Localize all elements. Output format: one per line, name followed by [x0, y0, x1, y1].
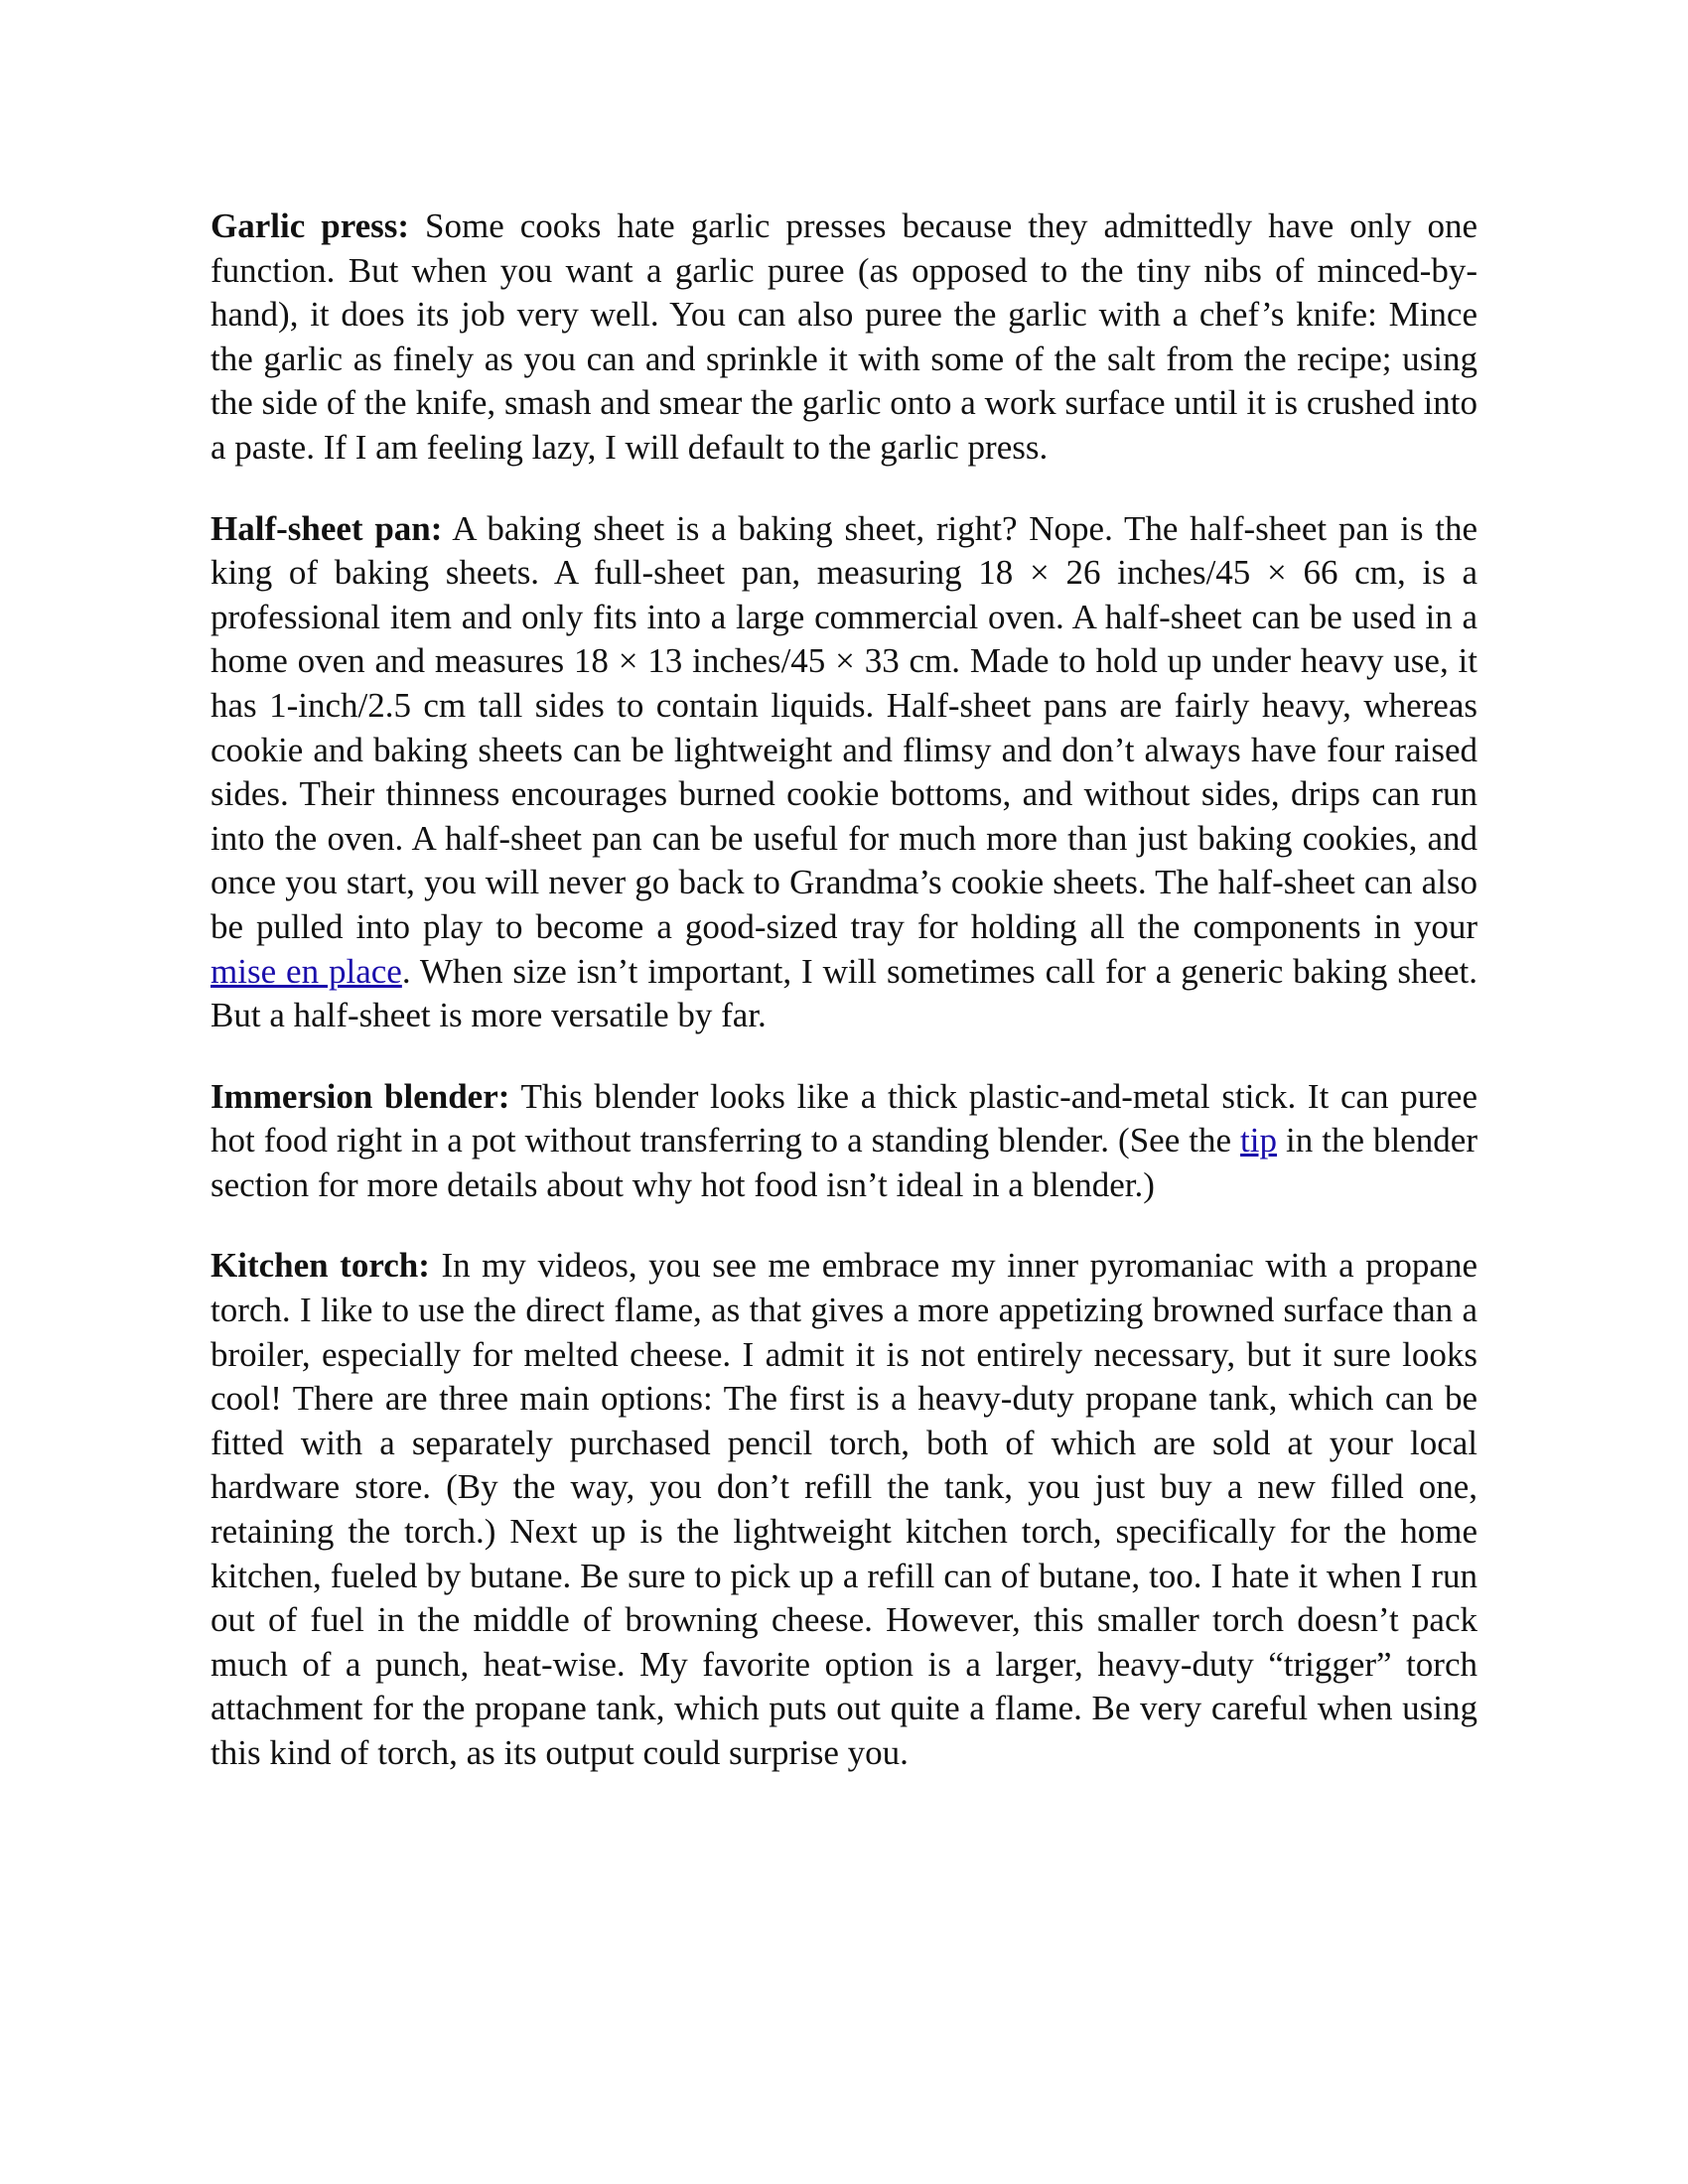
entry-body: This blender looks like a thick plastic-and-metal stick. It can puree hot food right in a pot without transferring to a standing blender. (See the — [211, 1076, 1477, 1160]
entry-term: Immersion blender: — [211, 1076, 510, 1116]
entry-body-continued: . When size isn’t important, I will sometimes call for a generic baking sheet. But a half-sheet is more versatile by far. — [211, 951, 1478, 1035]
tip-link[interactable]: tip — [1240, 1121, 1277, 1160]
entry-garlic-press — [211, 205, 1477, 471]
entry-body: A baking sheet is a baking sheet, right? Nope. The half-sheet pan is the king of baking sheets. A full-sheet pan, measuring 18 × 26 inches/45 × 66 cm, is a professional item and only fits into a large commercial oven. A half-sheet can be used in a home oven and measures 18 × 13 inches/45 × 33 cm. Made to hold up under heavy use, it has 1-inch/2.5 cm tall sides to contain liquids. Half-sheet pans are fairly heavy, whereas cookie and baking sheets can be lightweight and flimsy and don’t always have four raised sides. Their thinness encourages burned cookie bottoms, and without sides, drips can run into the oven. A half-sheet pan can be useful for much more than just baking cookies, and once you start, you will never go back to Grandma’s cookie sheets. The half-sheet can also be pulled into play to become a good-sized tray for holding all the components in your — [211, 508, 1478, 946]
entry-body-continued: in the blender section for more details about why hot food isn’t ideal in a blender.) — [211, 1121, 1477, 1204]
entry-body: In my videos, you see me embrace my inner pyromaniac with a propane torch. I like to use the direct flame, as that gives a more appetizing browned surface than a broiler, especially for melted cheese. I admit it is not entirely necessary, but it sure looks cool! There are three main options: The first is a heavy-duty propane tank, which can be fitted with a separately purchased pencil torch, both of which are sold at your local hardware store. (By the way, you don’t refill the tank, you just buy a new filled one, retaining the torch.) Next up is the lightweight kitchen torch, specifically for the home kitchen, fueled by butane. Be sure to pick up a refill can of butane, too. I hate it when I run out of fuel in the middle of browning cheese. However, this smaller torch doesn’t pack much of a punch, heat-wise. My favorite option is a larger, heavy-duty “trigger” torch attachment for the propane tank, which puts out quite a flame. Be very careful when using this kind of torch, as its output could surprise you. — [211, 1246, 1477, 1772]
entry-term: Garlic press: — [211, 206, 410, 245]
entry-term: Kitchen torch: — [211, 1246, 430, 1286]
entry-body: Some cooks hate garlic presses because they admittedly have only one function. But when you want a garlic puree (as opposed to the tiny nibs of minced-by-hand), it does its job very well. You can also puree the garlic with a chef’s knife: Mince the garlic as finely as you can and sprinkle it with some of the salt from the recipe; using the side of the knife, smash and smear the garlic onto a work surface until it is crushed into a paste. If I am feeling lazy, I will default to the garlic press. — [211, 206, 1478, 467]
entry-immersion-blender — [211, 1075, 1477, 1208]
entry-half-sheet-pan — [211, 507, 1477, 1038]
mise-en-place-link[interactable]: mise en place — [211, 951, 402, 991]
entry-kitchen-torch — [211, 1244, 1477, 1775]
document-page — [211, 205, 1477, 1813]
entry-term: Half-sheet pan: — [211, 508, 443, 548]
